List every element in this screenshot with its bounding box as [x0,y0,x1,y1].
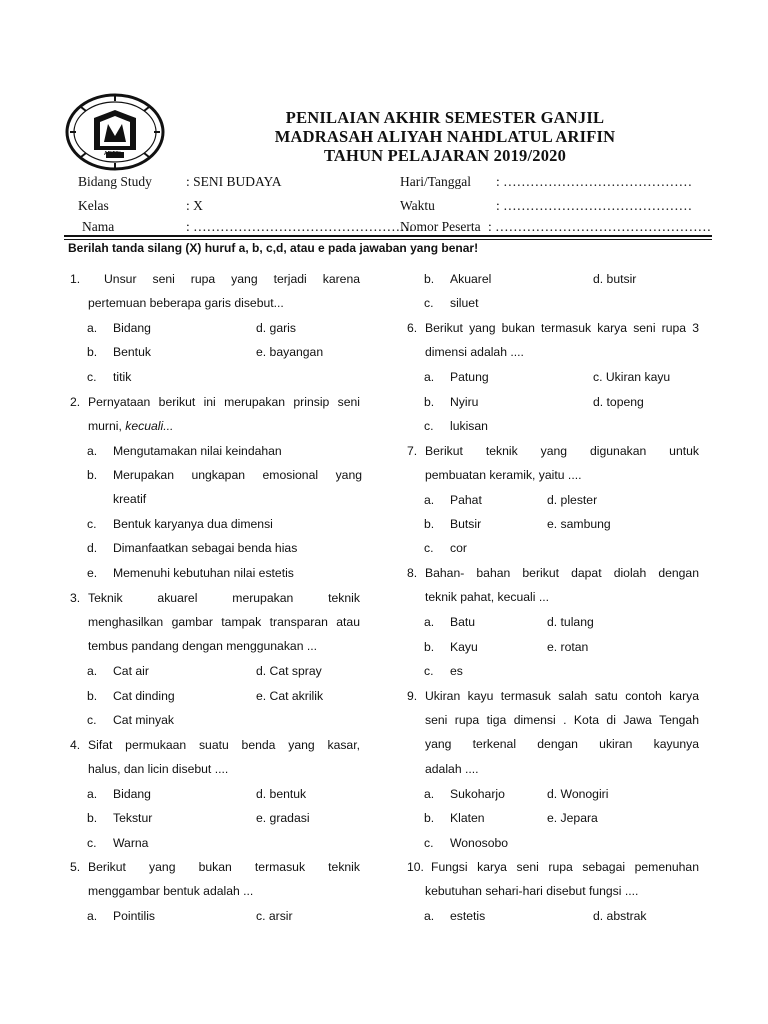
option-letter: b. [87,811,98,825]
question-9 [407,689,699,777]
question-number: 2. [70,395,81,409]
question-7 [407,444,699,484]
option-text: siluet [450,296,479,310]
option-text: Cat minyak [113,713,174,727]
question-10 [407,860,699,900]
option-text: cor [450,541,467,555]
option-text: Butsir [450,517,482,531]
header-divider [64,235,712,237]
option-letter: a. [87,664,98,678]
question-text [88,419,360,433]
option-text: estetis [450,909,486,923]
option-letter: b. [424,395,435,409]
option-letter: c. [424,296,434,310]
option-letter: c. [424,664,434,678]
option-letter: b. [87,345,98,359]
option-e[interactable]: e. bayangan [256,345,324,359]
option-d[interactable]: d. garis [256,321,296,335]
option-letter: e. [87,566,98,580]
question-text: Bahan- bahan berikut dapat diolah dengan [425,566,699,580]
option-text: Pahat [450,493,482,507]
question-number: 4. [70,738,81,752]
option-e[interactable]: e. Cat akrilik [256,689,324,703]
question-text: pertemuan beberapa garis disebut... [88,296,284,310]
option-text: kreatif [113,492,147,506]
option-letter: a. [424,493,435,507]
option-text: Warna [113,836,149,850]
option-letter: a. [87,444,98,458]
option-letter: b. [424,811,435,825]
option-text: es [450,664,463,678]
hari-value[interactable]: : …………………………………… [496,174,693,189]
question-5 [70,860,362,900]
question-number: 8. [407,566,418,580]
option-text: Memenuhi kebutuhan nilai estetis [113,566,294,580]
option-letter: a. [87,909,98,923]
option-letter: a. [87,787,98,801]
option-letter: b. [424,517,435,531]
nomor-value[interactable]: : ………………………………………… [488,219,712,234]
option-text: Bidang [113,787,151,801]
nama-value[interactable]: : …………………………………………. [186,219,413,234]
hari-label: Hari/Tanggal [400,174,472,189]
option-text: titik [113,370,132,384]
option-e[interactable]: e. gradasi [256,811,310,825]
option-text: Klaten [450,811,485,825]
question-text: teknik pahat, kecuali ... [425,590,549,604]
exam-title [170,108,720,165]
option-d[interactable]: d. plester [547,493,598,507]
option-text: Pointilis [113,909,155,923]
question-number: 5. [70,860,81,874]
question-text: Fungsi karya seni rupa sebagai pemenuhan [431,860,699,874]
info-row-2 [66,198,710,218]
option-d[interactable]: d. abstrak [593,909,647,923]
instruction-text: Berilah tanda silang (X) huruf a, b, c,d, atau e pada jawaban yang benar! [68,241,479,255]
title-line-3: TAHUN PELAJARAN 2019/2020 [323,146,567,165]
question-text: menghasilkan gambar tampak transparan atau [88,615,360,629]
option-text: Wonosobo [450,836,509,850]
option-text: Cat air [113,664,149,678]
option-text: Batu [450,615,476,629]
option-e[interactable]: e. rotan [547,640,589,654]
question-text-part: murni, [88,419,122,433]
question-number: 3. [70,591,81,605]
nama-label: Nama [82,219,115,234]
kelas-label: Kelas [78,198,109,213]
option-letter: c. [87,370,97,384]
title-line-1: PENILAIAN AKHIR SEMESTER GANJIL [285,108,605,127]
bidang-value: : SENI BUDAYA [186,174,282,189]
question-6 [407,321,699,361]
question-text: kebutuhan sehari-hari disebut fungsi .... [425,884,639,898]
option-letter: d. [87,541,98,555]
option-text: Akuarel [450,272,492,286]
option-letter: b. [87,689,98,703]
question-number: 6. [407,321,418,335]
question-2 [70,395,362,435]
question-text: seni rupa tiga dimensi . Kota di Jawa Tengah [425,713,699,727]
school-logo-icon [64,92,166,172]
question-text: Berikut yang bukan termasuk karya seni rupa 3 [425,321,699,335]
logo-text: ARIFIN [104,151,121,157]
option-letter: a. [424,787,435,801]
option-letter: a. [87,321,98,335]
question-1 [70,272,362,312]
question-3 [70,591,362,655]
question-emphasis: kecuali... [125,419,174,433]
bidang-label: Bidang Study [78,174,152,189]
option-text: lukisan [450,419,488,433]
option-d[interactable]: d. Wonogiri [547,787,609,801]
option-letter: c. [424,836,434,850]
option-e[interactable]: e. sambung [547,517,611,531]
question-number: 7. [407,444,418,458]
question-text: Teknik akuarel merupakan teknik [88,591,360,605]
student-info [66,174,710,234]
waktu-label: Waktu [400,198,435,213]
nomor-label: Nomor Peserta [400,219,481,234]
option-letter: b. [87,468,98,482]
question-text: Ukiran kayu termasuk salah satu contoh karya [425,689,699,703]
option-d[interactable]: d. tulang [547,615,594,629]
option-c[interactable]: c. Ukiran kayu [593,370,671,384]
question-text: yang terkenal dengan ukiran kayunya [425,737,699,751]
option-letter: b. [424,272,435,286]
option-text: Merupakan ungkapan emosional yang [113,468,362,482]
question-text: Berikut teknik yang digunakan untuk [425,444,699,458]
option-d[interactable]: d. butsir [593,272,637,286]
title-line-2: MADRASAH ALIYAH NAHDLATUL ARIFIN [274,127,616,146]
question-text: Berikut yang bukan termasuk teknik [88,860,360,874]
option-text: Sukoharjo [450,787,505,801]
option-text: Bentuk karyanya dua dimensi [113,517,273,531]
option-text: Patung [450,370,489,384]
waktu-value[interactable]: : …………………………………… [496,198,693,213]
info-row-1 [66,174,710,194]
question-number: 1. [70,272,81,286]
question-4 [70,738,362,778]
question-8 [407,566,699,606]
question-text: Pernyataan berikut ini merupakan prinsip seni [88,395,360,409]
question-number: 10. [407,860,424,874]
question-text: menggambar bentuk adalah ... [88,884,254,898]
kelas-value: : X [186,198,203,213]
option-text: Tekstur [113,811,153,825]
question-text: adalah .... [425,762,479,776]
option-letter: c. [424,419,434,433]
question-text: halus, dan licin disebut .... [88,762,229,776]
option-text: Dimanfaatkan sebagai benda hias [113,541,298,555]
option-letter: a. [424,909,435,923]
option-letter: a. [424,370,435,384]
question-text: Unsur seni rupa yang terjadi karena [104,272,360,286]
option-d[interactable]: d. topeng [593,395,644,409]
option-letter: c. [87,517,97,531]
option-letter: a. [424,615,435,629]
option-text: Kayu [450,640,478,654]
question-text: pembuatan keramik, yaitu .... [425,468,582,482]
option-letter: c. [87,713,97,727]
option-d[interactable]: d. Cat spray [256,664,322,678]
option-d[interactable]: d. bentuk [256,787,307,801]
option-e[interactable]: e. Jepara [547,811,598,825]
header-divider-thin [64,239,712,240]
question-number: 9. [407,689,418,703]
option-letter: b. [424,640,435,654]
option-letter: c. [87,836,97,850]
question-text: tembus pandang dengan menggunakan ... [88,639,318,653]
option-text: Cat dinding [113,689,175,703]
option-text: Bentuk [113,345,151,359]
option-text: Nyiru [450,395,479,409]
option-c[interactable]: c. arsir [256,909,293,923]
option-letter: c. [424,541,434,555]
question-text: Sifat permukaan suatu benda yang kasar, [88,738,360,752]
option-text: Bidang [113,321,151,335]
option-text: Mengutamakan nilai keindahan [113,444,282,458]
question-text: dimensi adalah .... [425,345,524,359]
